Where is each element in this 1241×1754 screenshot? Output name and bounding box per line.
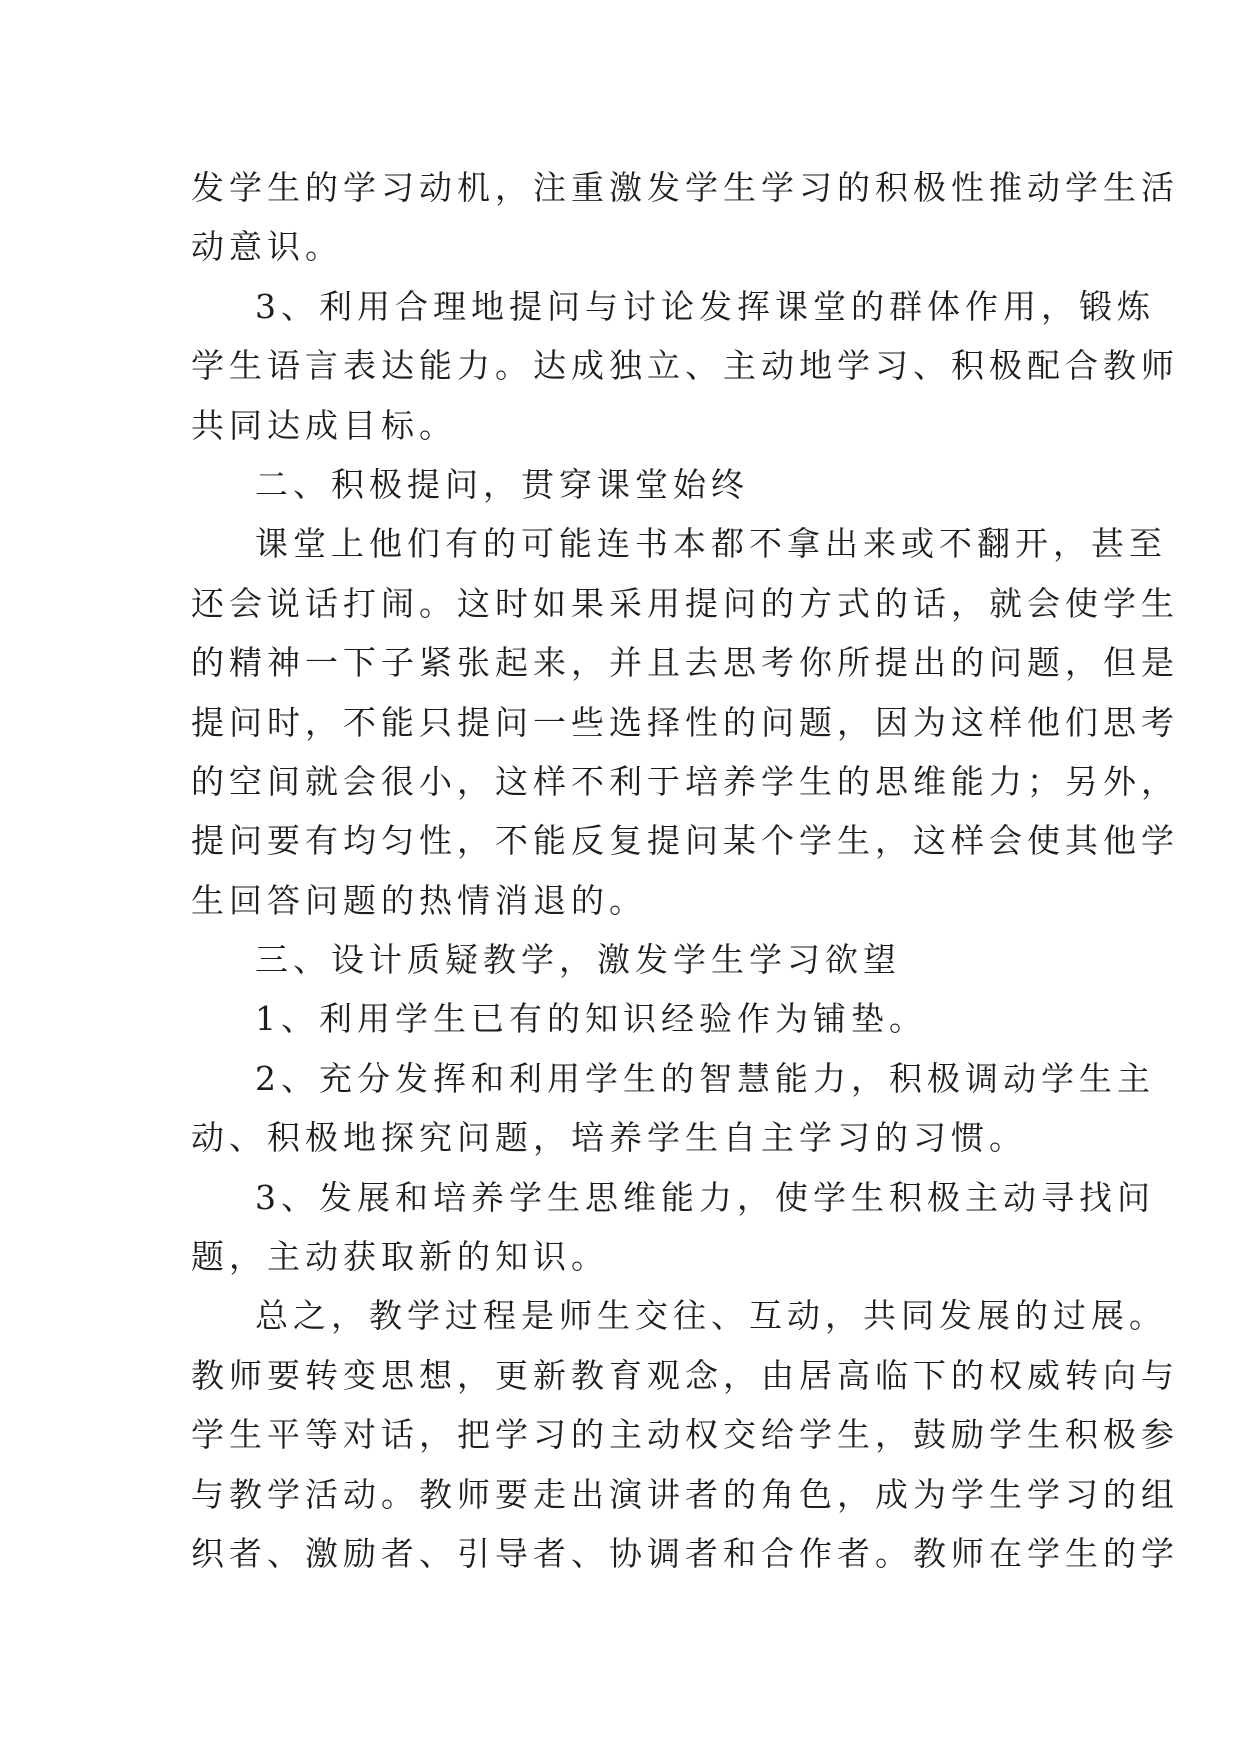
text-line: 还会说话打闹。这时如果采用提问的方式的话，就会使学生 — [191, 583, 1179, 623]
text-line: 发学生的学习动机，注重激发学生学习的积极性推动学生活 — [191, 168, 1179, 207]
text-line: 提问时，不能只提问一些选择性的问题，因为这样他们思考 — [191, 702, 1179, 742]
text-line: 学生语言表达能力。达成独立、主动地学习、积极配合教师 — [191, 346, 1179, 386]
text-line: 与教学活动。教师要走出演讲者的角色，成为学生学习的组 — [191, 1474, 1179, 1514]
text-line: 二、积极提问，贯穿课堂始终 — [255, 464, 749, 504]
text-line: 总之，教学过程是师生交往、互动，共同发展的过展。 — [255, 1296, 1167, 1336]
text-line: 教师要转变思想，更新教育观念，由居高临下的权威转向与 — [191, 1355, 1179, 1395]
text-line: 的精神一下子紧张起来，并且去思考你所提出的问题，但是 — [191, 643, 1179, 683]
text-line: 三、设计质疑教学，激发学生学习欲望 — [255, 940, 901, 980]
text-line: 动意识。 — [191, 227, 343, 267]
text-line: 2、充分发挥和利用学生的智慧能力，积极调动学生主 — [255, 1058, 1155, 1098]
text-line: 题，主动获取新的知识。 — [191, 1237, 609, 1277]
text-line: 课堂上他们有的可能连书本都不拿出来或不翻开，甚至 — [255, 524, 1167, 564]
text-line: 1、利用学生已有的知识经验作为铺垫。 — [255, 999, 927, 1039]
text-line: 3、发展和培养学生思维能力，使学生积极主动寻找问 — [255, 1177, 1155, 1217]
text-line: 生回答问题的热情消退的。 — [191, 880, 647, 920]
text-line: 3、利用合理地提问与讨论发挥课堂的群体作用，锻炼 — [255, 286, 1155, 326]
text-line: 的空间就会很小，这样不利于培养学生的思维能力；另外， — [191, 761, 1179, 801]
text-line: 动、积极地探究问题，培养学生自主学习的习惯。 — [191, 1118, 1027, 1158]
text-line: 共同达成目标。 — [191, 405, 457, 445]
text-line: 提问要有均匀性，不能反复提问某个学生，这样会使其他学 — [191, 821, 1179, 861]
text-line: 学生平等对话，把学习的主动权交给学生，鼓励学生积极参 — [191, 1415, 1179, 1455]
text-line: 织者、激励者、引导者、协调者和合作者。教师在学生的学 — [191, 1533, 1179, 1573]
document-body — [191, 158, 1179, 1583]
